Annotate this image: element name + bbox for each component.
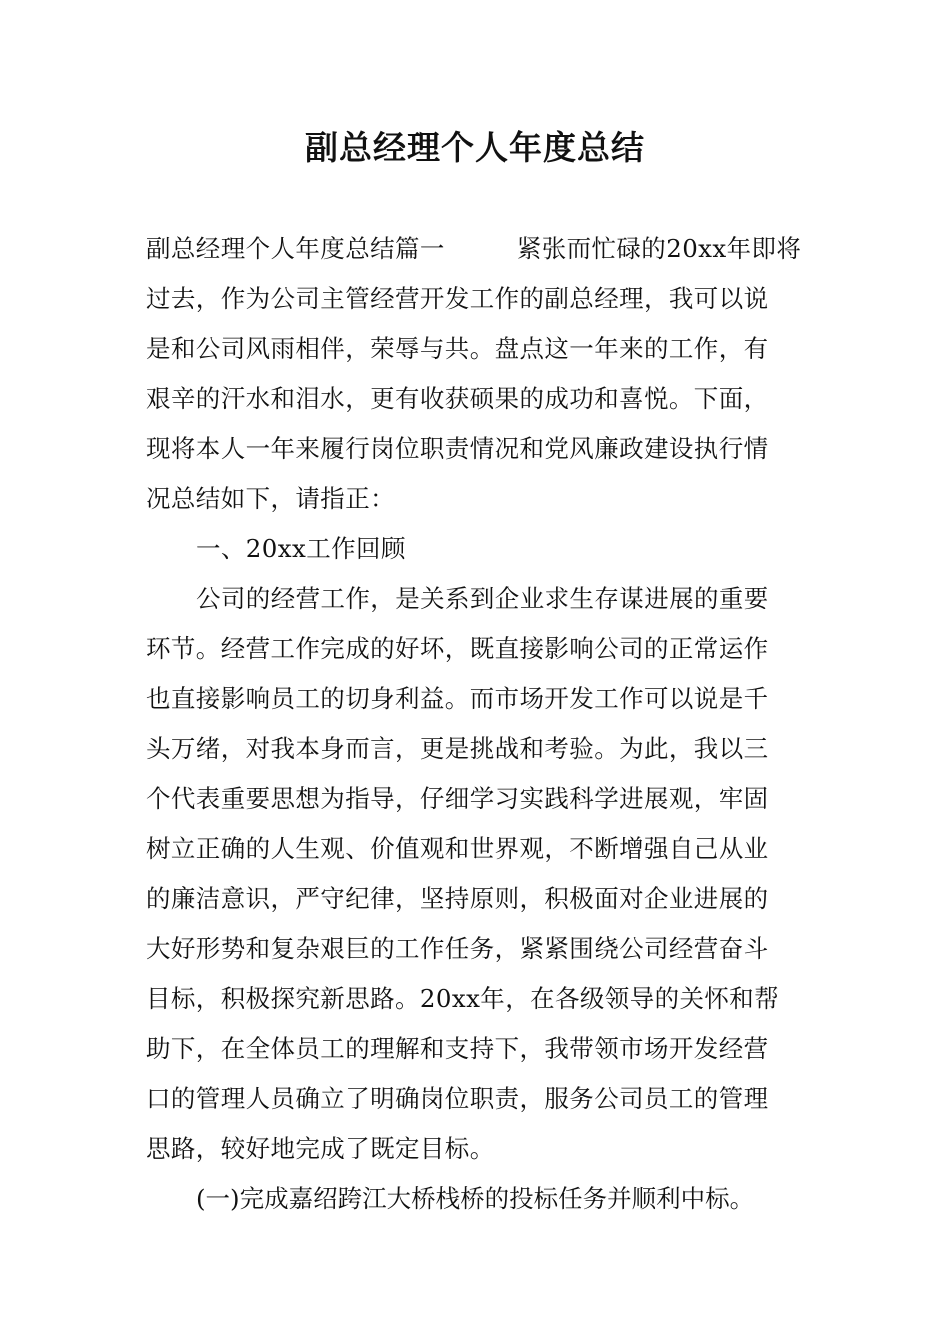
paragraph-2-line-11: 口的管理人员确立了明确岗位职责，服务公司员工的管理: [146, 1084, 769, 1113]
intro-line-1: [146, 232, 801, 266]
paragraph-2-line-1: 公司的经营工作，是关系到企业求生存谋进展的重要: [196, 584, 769, 613]
paragraph-2-line-9: 目标，积极探究新思路。20xx年，在各级领导的关怀和帮: [146, 984, 780, 1013]
subheading: (一)完成嘉绍跨江大桥栈桥的投标任务并顺利中标。: [196, 1184, 755, 1213]
paragraph-2-line-5: 个代表重要思想为指导，仔细学习实践科学进展观，牢固: [146, 784, 769, 813]
paragraph-2-line-8: 大好形势和复杂艰巨的工作任务，紧紧围绕公司经营奋斗: [146, 934, 769, 963]
paragraph-2-line-4: 头万绪，对我本身而言，更是挑战和考验。为此，我以三: [146, 734, 769, 763]
intro-line-1-rest: 紧张而忙碌的20xx年即将: [516, 234, 802, 263]
intro-line-5: 现将本人一年来履行岗位职责情况和党风廉政建设执行情: [146, 434, 769, 463]
intro-line-6: 况总结如下，请指正：: [146, 484, 395, 513]
paragraph-2-line-12: 思路，较好地完成了既定目标。: [146, 1134, 495, 1163]
document-title: 副总经理个人年度总结: [305, 128, 645, 167]
intro-line-2: 过去，作为公司主管经营开发工作的副总经理，我可以说: [146, 284, 769, 313]
section-heading: 一、20xx工作回顾: [196, 534, 406, 563]
paragraph-2-line-7: 的廉洁意识，严守纪律，坚持原则，积极面对企业进展的: [146, 884, 769, 913]
intro-line-4: 艰辛的汗水和泪水，更有收获硕果的成功和喜悦。下面，: [146, 384, 769, 413]
paragraph-2-line-3: 也直接影响员工的切身利益。而市场开发工作可以说是千: [146, 684, 769, 713]
paragraph-2-line-6: 树立正确的人生观、价值观和世界观，不断增强自己从业: [146, 834, 769, 863]
paragraph-2-line-10: 助下，在全体员工的理解和支持下，我带领市场开发经营: [146, 1034, 769, 1063]
intro-lead: 副总经理个人年度总结篇一: [146, 234, 445, 263]
paragraph-2-line-2: 环节。经营工作完成的好坏，既直接影响公司的正常运作: [146, 634, 769, 663]
intro-line-3: 是和公司风雨相伴，荣辱与共。盘点这一年来的工作，有: [146, 334, 769, 363]
